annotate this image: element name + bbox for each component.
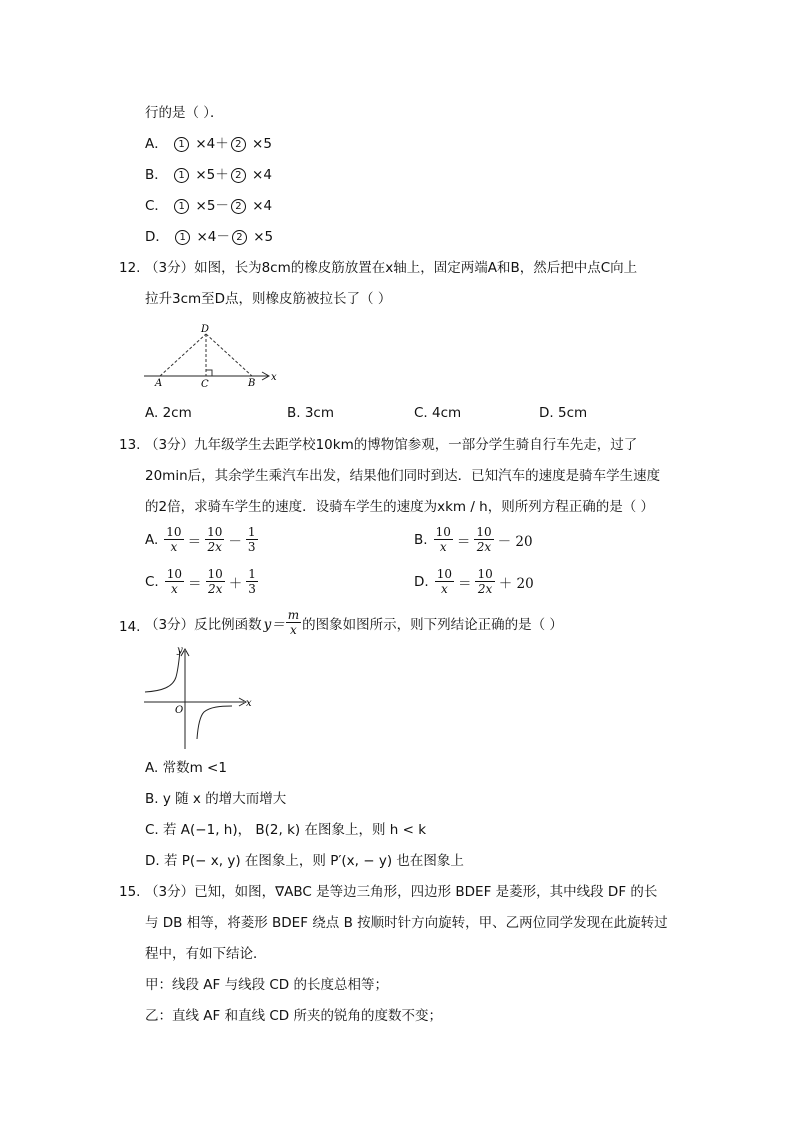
q14-figure <box>140 643 255 753</box>
q14-stem: （3分）反比例函数 y＝ $\frac{m}{x}$ 的图象如图所示，则下列结论正确的是（ ） <box>145 608 563 637</box>
fraction: $\frac{m}{x}$ <box>287 608 300 637</box>
segment-ad <box>160 334 206 376</box>
label-a: A <box>155 378 163 389</box>
fraction: $\frac{10}{x}$ <box>166 525 182 554</box>
q12-option-b[interactable]: B. 3cm <box>287 405 335 421</box>
q12-option-d[interactable]: D. 5cm <box>539 405 588 421</box>
q12-line-1: （3分）如图，长为8cm的橡皮筋放置在x轴上，固定两端A和B，然后把中点C向上 <box>145 260 638 276</box>
fraction: $\frac{10}{2x}$ <box>477 567 493 596</box>
q13-line-1: （3分）九年级学生去距学校10km的博物馆参观，一部分学生骑自行车先走，过了 <box>145 437 638 453</box>
q13-option-b[interactable]: B. $\frac{10}{x}$ ＝ $\frac{10}{2x}$ － 20 <box>414 525 533 554</box>
q11-option-b[interactable]: B． 1 ×5＋ 2 ×4 <box>145 167 272 183</box>
fraction: $\frac{10}{x}$ <box>435 525 451 554</box>
q13-option-a[interactable]: A. $\frac{10}{x}$ ＝ $\frac{10}{2x}$ － $\frac{1}{3}$ <box>145 525 256 554</box>
fraction: $\frac{1}{3}$ <box>248 567 256 596</box>
q11-option-a[interactable]: A． 1 ×4＋ 2 ×5 <box>145 136 272 152</box>
fraction: $\frac{10}{x}$ <box>436 567 452 596</box>
circled-2: 2 <box>231 199 246 214</box>
circled-2: 2 <box>232 230 247 245</box>
q14-number: 14. <box>119 619 141 635</box>
fraction: $\frac{10}{x}$ <box>166 567 182 596</box>
label-x: x <box>246 698 252 709</box>
q15-line-3: 程中，有如下结论． <box>145 946 267 962</box>
q13-number: 13. <box>119 437 141 453</box>
q13-option-d[interactable]: D. $\frac{10}{x}$ ＝ $\frac{10}{2x}$ ＋ 20 <box>414 567 534 596</box>
fraction: $\frac{10}{2x}$ <box>476 525 492 554</box>
q14-option-d[interactable]: D. 若 P(− x, y) 在图象上，则 P′(x, − y) 也在图象上 <box>145 853 464 869</box>
q11-option-d[interactable]: D． 1 ×4－ 2 ×5 <box>145 229 274 245</box>
q13-option-c[interactable]: C. $\frac{10}{x}$ ＝ $\frac{10}{2x}$ ＋ $\frac{1}{3}$ <box>145 567 256 596</box>
q15-number: 15. <box>119 884 141 900</box>
segment-db <box>206 334 252 376</box>
circled-2: 2 <box>231 168 246 183</box>
label-origin: O <box>175 705 184 716</box>
circled-1: 1 <box>174 168 189 183</box>
q15-line-2: 与 DB 相等，将菱形 BDEF 绕点 B 按顺时针方向旋转，甲、乙两位同学发现在此旋转过 <box>145 915 668 931</box>
circled-1: 1 <box>175 230 190 245</box>
q12-option-a[interactable]: A. 2cm <box>145 405 192 421</box>
circled-1: 1 <box>174 137 189 152</box>
fraction: $\frac{10}{2x}$ <box>207 567 223 596</box>
fraction: $\frac{1}{3}$ <box>247 525 256 554</box>
q14-option-a[interactable]: A. 常数m <1 <box>145 760 227 776</box>
q13-line-2: 20min后，其余学生乘汽车出发，结果他们同时到达．已知汽车的速度是骑车学生速度 <box>145 468 661 484</box>
q15-line-5: 乙：直线 AF 和直线 CD 所夹的锐角的度数不变； <box>145 1008 442 1024</box>
q12-figure <box>140 320 285 392</box>
label-b: B <box>248 378 256 389</box>
q14-option-c[interactable]: C. 若 A(−1, h)， B(2, k) 在图象上，则 h < k <box>145 822 427 838</box>
q12-option-c[interactable]: C. 4cm <box>414 405 462 421</box>
q11-option-c[interactable]: C． 1 ×5－ 2 ×4 <box>145 198 273 214</box>
fraction: $\frac{10}{2x}$ <box>207 525 223 554</box>
q15-line-1: （3分）已知，如图，∇ABC 是等边三角形，四边形 BDEF 是菱形，其中线段 DF 的长 <box>145 884 658 900</box>
curve-branch-right <box>197 706 232 739</box>
q13-line-3: 的2倍，求骑车学生的速度．设骑车学生的速度为xkm / h，则所列方程正确的是（ ） <box>145 499 655 515</box>
circled-1: 1 <box>174 199 189 214</box>
label-c: C <box>201 379 209 390</box>
q14-option-b[interactable]: B. y 随 x 的增大而增大 <box>145 791 287 807</box>
label-y: y <box>177 645 183 656</box>
label-x: x <box>271 372 277 383</box>
circled-2: 2 <box>231 137 246 152</box>
q12-line-2: 拉升3cm至D点，则橡皮筋被拉长了（ ） <box>145 291 392 307</box>
label-d: D <box>201 324 210 335</box>
right-angle-mark <box>206 370 212 376</box>
curve-branch-left <box>145 651 180 692</box>
q11-tail: 行的是（ ）． <box>145 105 224 121</box>
q15-line-4: 甲：线段 AF 与线段 CD 的长度总相等； <box>145 977 388 993</box>
q12-number: 12. <box>119 260 141 276</box>
